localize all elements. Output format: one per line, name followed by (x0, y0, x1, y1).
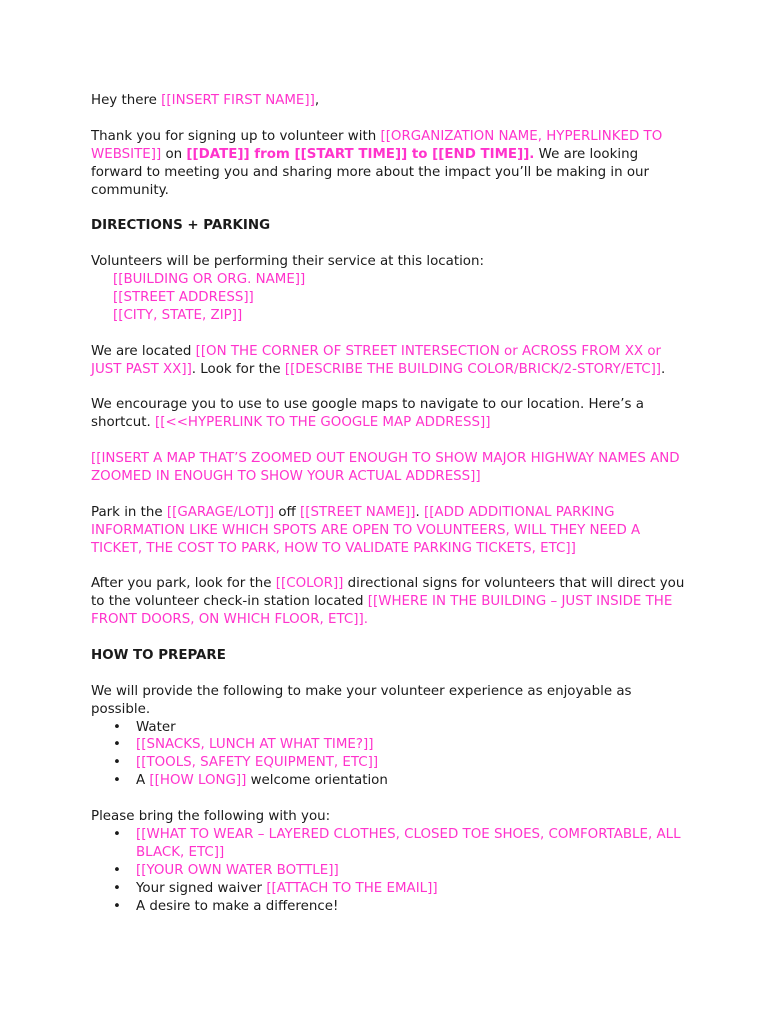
first-name-placeholder: [[INSERT FIRST NAME]] (161, 93, 315, 108)
intersection-placeholder: [[ON THE CORNER OF STREET INTERSECTION or ACROSS FROM XX or JUST PAST XX]] (91, 343, 662, 377)
list-item: • Your signed waiver [[ATTACH TO THE EMAIL]] (113, 880, 438, 896)
garage-lot-placeholder: [[GARAGE/LOT]] (166, 504, 275, 520)
bullet-icon: • (113, 737, 121, 753)
list-item: • A desire to make a difference! (113, 898, 339, 914)
document-body (91, 92, 691, 916)
directions-heading: DIRECTIONS + PARKING (91, 218, 271, 234)
greeting-paragraph: Hey there [[INSERT FIRST NAME]], (91, 93, 320, 108)
bullet-icon: • (113, 755, 121, 771)
address-building-placeholder: [[BUILDING OR ORG. NAME]] (113, 272, 306, 288)
list-item: • [[YOUR OWN WATER BOTTLE]] (113, 862, 339, 878)
bring-intro: Please bring the following with you: (91, 809, 331, 825)
list-item: • [[TOOLS, SAFETY EQUIPMENT, ETC]] (113, 755, 379, 771)
location-intro: Volunteers will be performing their service at this location: (91, 254, 484, 270)
provide-intro: We will provide the following to make your volunteer experience as enjoyable as possible. (91, 683, 632, 717)
intro-paragraph: Thank you for signing up to volunteer with [[ORGANIZATION NAME, HYPERLINKED TO WEBSITE]] on [[DATE]] from [[START TIME]] to [[END TIME]]. We are looking forward to meeting you and sharing more about the impact you’ll be making in our community. (91, 128, 663, 198)
parking-info-placeholder: [[ADD ADDITIONAL PARKING INFORMATION LIKE WHICH SPOTS ARE OPEN TO VOLUNTEERS, WILL THEY NEED A TICKET, THE COST TO PARK, HOW TO VALIDATE PARKING TICKETS, ETC]] (91, 504, 641, 556)
provide-list (91, 719, 691, 791)
bullet-icon: • (113, 773, 121, 789)
bullet-icon: • (113, 880, 121, 896)
bullet-icon: • (113, 826, 121, 842)
after-park-paragraph: After you park, look for the [[COLOR]] directional signs for volunteers that will direct you to the volunteer check-in station located [[WHERE IN THE BUILDING – JUST INSIDE THE FRONT DOORS, ON WHICH FLOOR, ETC]]. (91, 576, 685, 628)
building-description-placeholder: [[DESCRIBE THE BUILDING COLOR/BRICK/2-STORY/ETC]] (284, 361, 662, 377)
map-image-placeholder: [[INSERT A MAP THAT’S ZOOMED OUT ENOUGH TO SHOW MAJOR HIGHWAY NAMES AND ZOOMED IN ENOUGH TO SHOW YOUR ACTUAL ADDRESS]] (91, 451, 680, 484)
parking-paragraph: Park in the [[GARAGE/LOT]] off [[STREET NAME]]. [[ADD ADDITIONAL PARKING INFORMATION LIKE WHICH SPOTS ARE OPEN TO VOLUNTEERS, WILL THEY NEED A TICKET, THE COST TO PARK, HOW TO VALIDATE PARKING TICKETS, ETC]] (91, 504, 641, 556)
checkin-location-placeholder: [[WHERE IN THE BUILDING – JUST INSIDE THE FRONT DOORS, ON WHICH FLOOR, ETC]]. (91, 594, 673, 628)
list-item: • Water (113, 719, 176, 735)
bullet-icon: • (113, 862, 121, 878)
street-name-placeholder: [[STREET NAME]] (300, 504, 416, 520)
sign-color-placeholder: [[COLOR]] (275, 576, 344, 592)
prepare-heading: HOW TO PREPARE (91, 647, 226, 663)
google-map-link-placeholder[interactable]: [[<<HYPERLINK TO THE GOOGLE MAP ADDRESS]] (155, 415, 491, 431)
bullet-icon: • (113, 898, 121, 914)
list-item: • A [[HOW LONG]] welcome orientation (113, 773, 388, 789)
bring-list (91, 826, 691, 916)
list-item: • [[WHAT TO WEAR – LAYERED CLOTHES, CLOSED TOE SHOES, COMFORTABLE, ALL BLACK, ETC]] (113, 826, 681, 860)
maps-paragraph: We encourage you to use to use google maps to navigate to our location. Here’s a shortcut. [[<<HYPERLINK TO THE GOOGLE MAP ADDRESS]] (91, 397, 644, 431)
located-paragraph: We are located [[ON THE CORNER OF STREET INTERSECTION or ACROSS FROM XX or JUST PAST XX]]. Look for the [[DESCRIBE THE BUILDING COLOR/BRICK/2-STORY/ETC]]. (91, 343, 666, 377)
address-city-placeholder: [[CITY, STATE, ZIP]] (113, 307, 243, 323)
date-time-placeholder: [[DATE]] from [[START TIME]] to [[END TIME]]. (186, 146, 535, 162)
bullet-icon: • (113, 719, 121, 735)
organization-link-placeholder[interactable]: [[ORGANIZATION NAME, HYPERLINKED TO WEBSITE]] (91, 128, 663, 162)
address-street-placeholder: [[STREET ADDRESS]] (113, 289, 254, 305)
list-item: • [[SNACKS, LUNCH AT WHAT TIME?]] (113, 737, 374, 753)
